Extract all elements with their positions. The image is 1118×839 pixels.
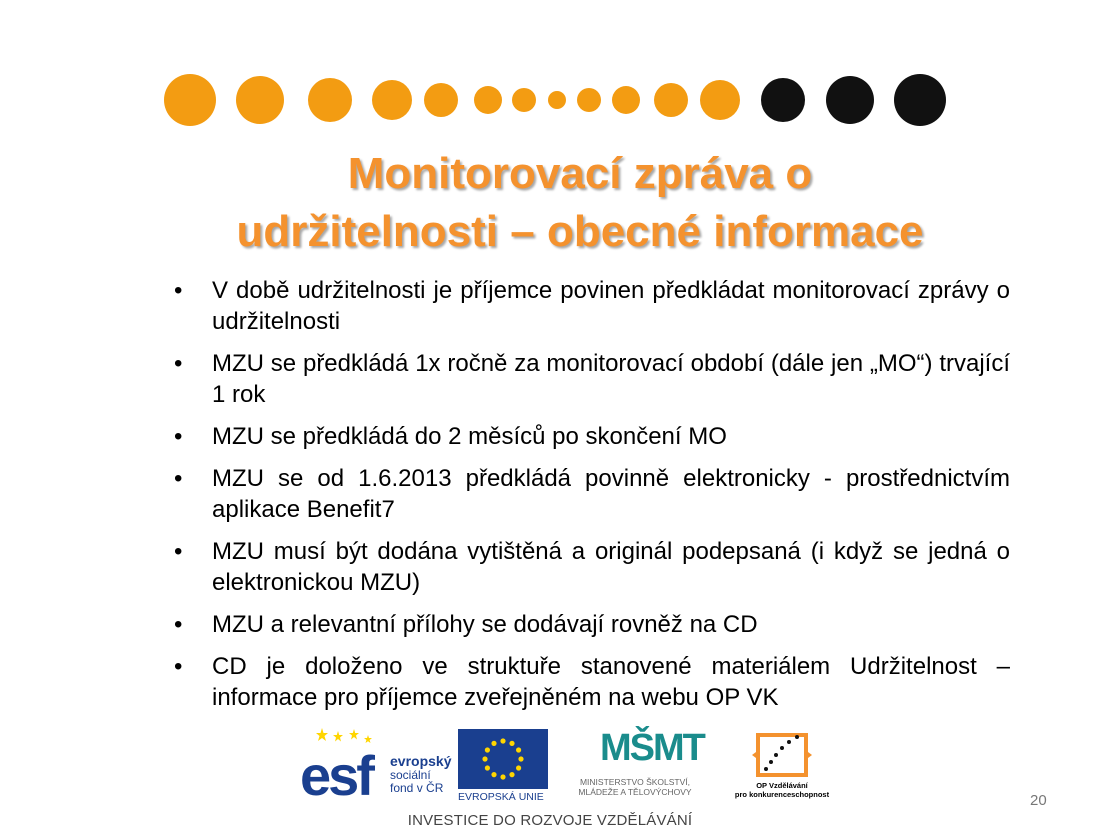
bullet-text: CD je doloženo ve struktuře stanovené materiálem Udržitelnost – informace pro příjemce zveřejněném na webu OP VK <box>212 653 1010 711</box>
esf-line-2: sociální <box>390 768 431 782</box>
msmt-logo <box>560 727 710 803</box>
dot-icon <box>577 88 601 112</box>
bullet-item <box>168 463 1010 525</box>
bullet-text: V době udržitelnosti je příjemce povinen předkládat monitorovací zprávy o udržitelnosti <box>212 277 1010 335</box>
bullet-text: MZU se od 1.6.2013 předkládá povinně elektronicky - prostřednictvím aplikace Benefit7 <box>212 465 1010 523</box>
dot-icon <box>164 74 216 126</box>
bullet-item <box>168 348 1010 410</box>
dot-icon <box>654 83 688 117</box>
dot-icon <box>700 80 740 120</box>
esf-logo <box>298 727 452 807</box>
msmt-logo-mark: MŠMT <box>600 727 704 769</box>
op-line-1: OP Vzdělávání <box>756 781 808 790</box>
dot-icon <box>548 91 566 109</box>
esf-logo-letters: esf <box>300 744 372 807</box>
bullet-item <box>168 275 1010 337</box>
dot-icon <box>372 80 412 120</box>
bullet-item <box>168 536 1010 598</box>
eu-label: EVROPSKÁ UNIE <box>458 791 544 803</box>
bullet-text: MZU se předkládá 1x ročně za monitorovací období (dále jen „MO“) trvající 1 rok <box>212 350 1010 408</box>
bullet-text: MZU musí být dodána vytištěná a originál podepsaná (i když se jedná o elektronickou MZU) <box>212 538 1010 596</box>
dot-icon <box>512 88 536 112</box>
bullet-list <box>168 275 1010 724</box>
slide-title-line-1: Monitorovací zpráva o <box>347 149 813 198</box>
page-number: 20 <box>1030 792 1047 809</box>
bullet-text: MZU a relevantní přílohy se dodávají rovněž na CD <box>212 611 758 638</box>
footer-tagline: INVESTICE DO ROZVOJE VZDĚLÁVÁNÍ <box>407 812 693 829</box>
decorative-dot-row <box>0 0 1118 140</box>
eu-flag-icon <box>458 729 548 789</box>
dot-icon <box>894 74 946 126</box>
op-vk-logo-text <box>718 781 846 799</box>
esf-line-3: fond v ČR <box>390 781 444 795</box>
slide-title <box>150 145 1010 261</box>
bullet-item <box>168 609 1010 640</box>
op-line-2: pro konkurenceschopnost <box>734 790 830 799</box>
slide-title-line-2: udržitelnosti – obecné informace <box>236 207 924 256</box>
bullet-item <box>168 651 1010 713</box>
dot-icon <box>612 86 640 114</box>
msmt-line-2: MLÁDEŽE A TĚLOVÝCHOVY <box>578 787 692 797</box>
bullet-text: MZU se předkládá do 2 měsíců po skončení MO <box>212 423 727 450</box>
op-vk-emblem-icon <box>752 729 812 781</box>
dot-icon <box>308 78 352 122</box>
op-vk-logo <box>718 727 848 807</box>
msmt-line-1: MINISTERSTVO ŠKOLSTVÍ, <box>579 777 691 787</box>
dot-icon <box>826 76 874 124</box>
dot-icon <box>424 83 458 117</box>
esf-line-1: evropský <box>390 753 452 769</box>
bullet-item <box>168 421 1010 452</box>
dot-icon <box>236 76 284 124</box>
esf-logo-text <box>390 755 451 795</box>
dot-icon <box>474 86 502 114</box>
dot-icon <box>761 78 805 122</box>
msmt-logo-text <box>560 777 710 797</box>
logo-strip <box>298 727 838 807</box>
